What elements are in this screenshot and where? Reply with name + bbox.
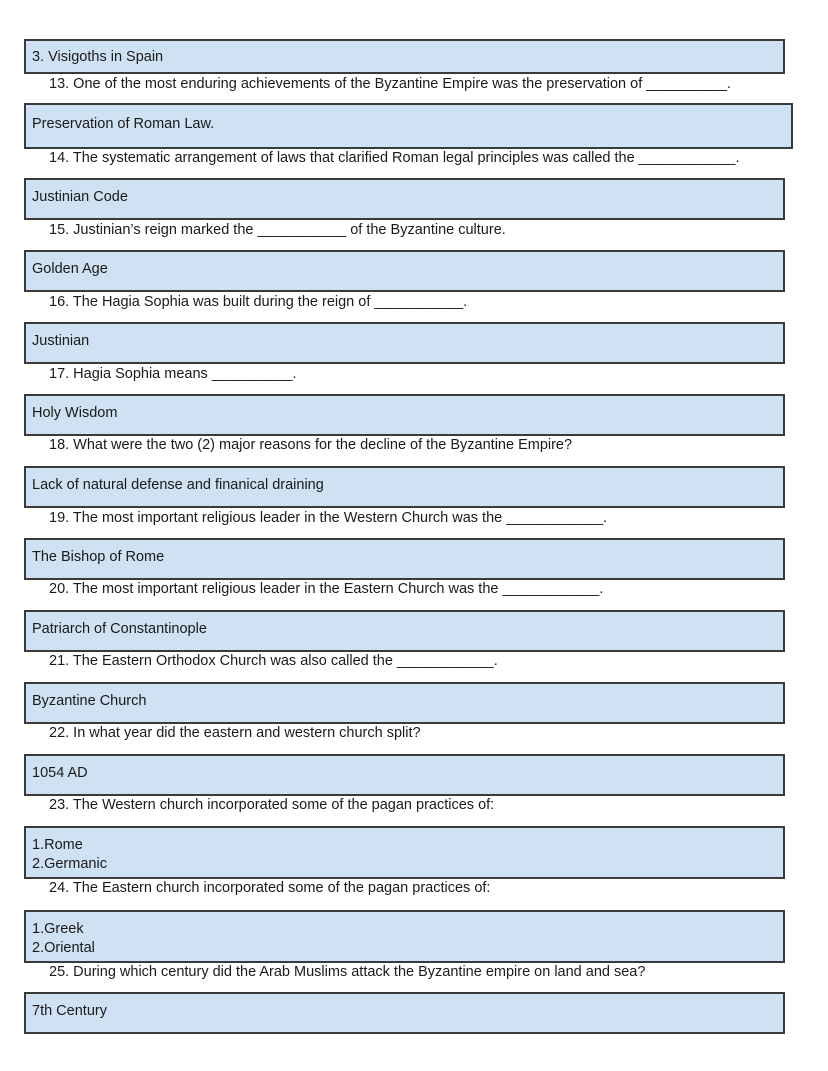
question-25: 25. During which century did the Arab Muslims attack the Byzantine empire on land and sea? <box>49 964 646 980</box>
answer-box-q13[interactable] <box>24 103 793 149</box>
answer-box-q19[interactable] <box>24 538 785 580</box>
question-16: 16. The Hagia Sophia was built during the reign of ___________. <box>49 294 468 310</box>
question-19: 19. The most important religious leader in the Western Church was the ____________. <box>49 510 608 526</box>
question-18: 18. What were the two (2) major reasons for the decline of the Byzantine Empire? <box>49 437 573 453</box>
answer-text: Preservation of Roman Law. <box>32 116 215 132</box>
answer-text: Justinian <box>32 333 90 349</box>
answer-text: Holy Wisdom <box>32 405 118 421</box>
question-21: 21. The Eastern Orthodox Church was also called the ____________. <box>49 653 498 669</box>
question-13: 13. One of the most enduring achievements of the Byzantine Empire was the preservation of __________. <box>49 76 731 92</box>
answer-box-q21[interactable] <box>24 682 785 724</box>
question-22: 22. In what year did the eastern and western church split? <box>49 725 421 741</box>
answer-box-q17[interactable] <box>24 394 785 436</box>
answer-text: Byzantine Church <box>32 693 147 709</box>
question-20: 20. The most important religious leader in the Eastern Church was the ____________. <box>49 581 604 597</box>
question-24: 24. The Eastern church incorporated some of the pagan practices of: <box>49 880 491 896</box>
answer-box-q16[interactable] <box>24 322 785 364</box>
question-23: 23. The Western church incorporated some of the pagan practices of: <box>49 797 495 813</box>
answer-text: 3. Visigoths in Spain <box>32 49 164 65</box>
answer-text: Justinian Code <box>32 189 128 205</box>
answer-text: 7th Century <box>32 1003 107 1019</box>
answer-box-q12[interactable] <box>24 39 785 74</box>
question-15: 15. Justinian’s reign marked the ___________ of the Byzantine culture. <box>49 222 506 238</box>
answer-text: Patriarch of Constantinople <box>32 621 207 637</box>
answer-box-q22[interactable] <box>24 754 785 796</box>
answer-text: The Bishop of Rome <box>32 549 165 565</box>
answer-text: 1.Greek <box>32 921 84 937</box>
answer-text: 1054 AD <box>32 765 88 781</box>
answer-box-q14[interactable] <box>24 178 785 220</box>
answer-box-q20[interactable] <box>24 610 785 652</box>
answer-box-q25[interactable] <box>24 992 785 1034</box>
answer-text: Golden Age <box>32 261 108 277</box>
answer-box-q24[interactable] <box>24 910 785 963</box>
answer-text: 2.Oriental <box>32 940 95 956</box>
answer-text: 2.Germanic <box>32 856 107 872</box>
answer-text: 1.Rome <box>32 837 83 853</box>
answer-box-q15[interactable] <box>24 250 785 292</box>
answer-box-q23[interactable] <box>24 826 785 879</box>
answer-text: Lack of natural defense and finanical draining <box>32 477 324 493</box>
question-14: 14. The systematic arrangement of laws that clarified Roman legal principles was called the ____________. <box>49 150 740 166</box>
answer-box-q18[interactable] <box>24 466 785 508</box>
question-17: 17. Hagia Sophia means __________. <box>49 366 297 382</box>
